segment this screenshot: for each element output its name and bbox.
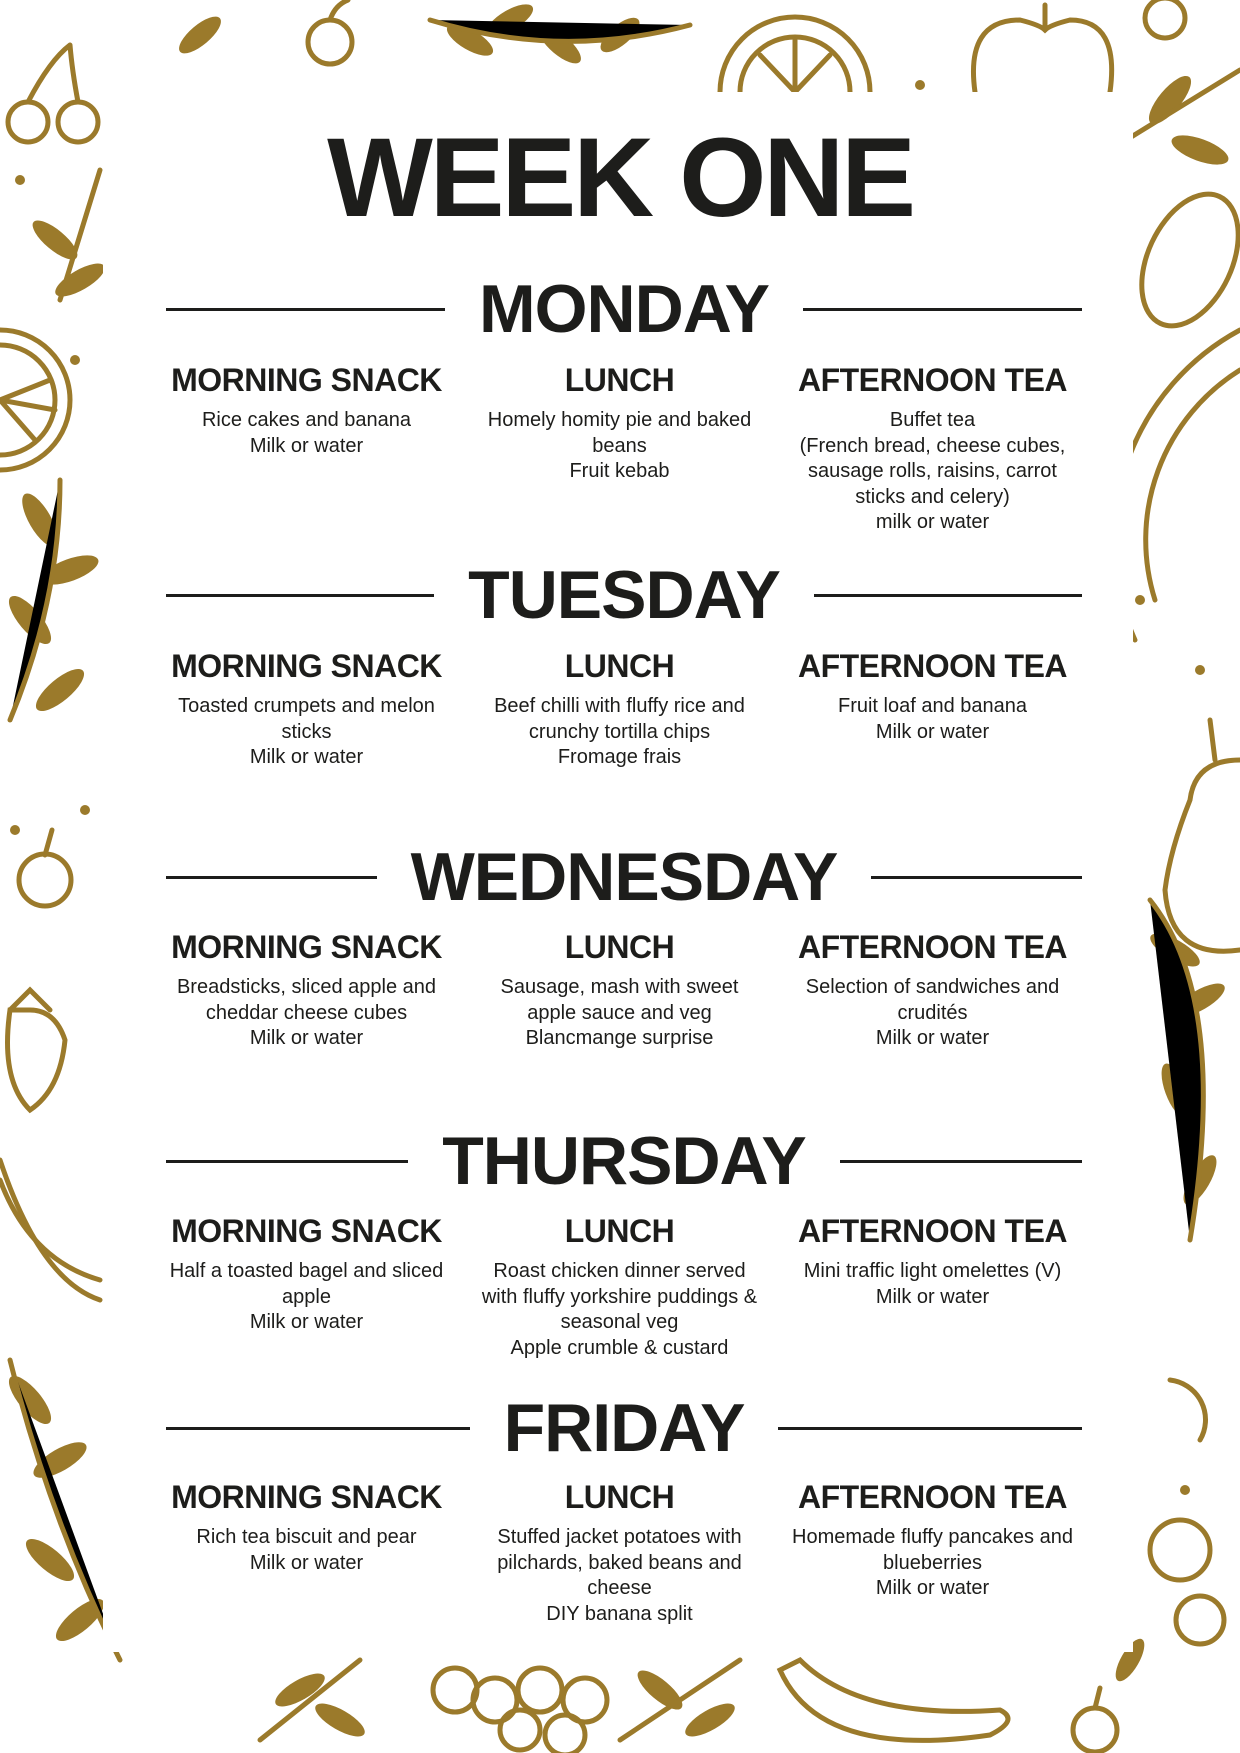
morning-snack-block xyxy=(150,360,463,536)
menu-item: sticks and celery) xyxy=(855,485,1010,508)
meal-heading: LUNCH xyxy=(564,1479,675,1515)
day-header-friday xyxy=(166,1390,1082,1466)
meal-heading: MORNING SNACK xyxy=(171,648,442,684)
menu-item: Sausage, mash with sweet xyxy=(500,976,739,998)
menu-item: Rice cakes and banana xyxy=(201,409,412,431)
menu-item: Breadsticks, sliced apple and xyxy=(176,976,437,998)
menu-item: Milk or water xyxy=(249,746,364,768)
afternoon-tea-block xyxy=(776,1211,1089,1361)
divider-line xyxy=(814,594,1082,597)
day-header-tuesday xyxy=(166,557,1082,633)
afternoon-tea-block xyxy=(776,646,1089,771)
menu-item: Rich tea biscuit and pear xyxy=(196,1526,417,1548)
morning-snack-block xyxy=(150,927,463,1052)
strawberry-icon xyxy=(8,990,66,1110)
pear-icon xyxy=(1165,720,1240,951)
afternoon-tea-block xyxy=(776,360,1089,536)
menu-item: Fromage frais xyxy=(557,746,682,768)
menu-item: pilchards, baked beans and xyxy=(497,1551,742,1574)
menu-item: sticks xyxy=(281,720,332,743)
lunch-block xyxy=(463,360,776,536)
divider-line xyxy=(166,1160,408,1163)
morning-snack-block xyxy=(150,1211,463,1361)
page-title: WEEK ONE xyxy=(327,115,913,240)
meal-heading: MORNING SNACK xyxy=(171,1479,442,1515)
divider-line xyxy=(166,876,377,879)
divider-line xyxy=(840,1160,1082,1163)
meal-heading: AFTERNOON TEA xyxy=(797,1479,1068,1515)
lunch-block xyxy=(463,1477,776,1627)
lunch-block xyxy=(463,927,776,1052)
day-header-thursday xyxy=(166,1123,1082,1199)
menu-item: blueberries xyxy=(883,1551,982,1574)
menu-item: Toasted crumpets and melon xyxy=(178,695,435,717)
apple-icon xyxy=(19,830,71,906)
apple-icon xyxy=(1073,1688,1117,1752)
morning-snack-block xyxy=(150,1477,463,1627)
meal-heading: AFTERNOON TEA xyxy=(797,929,1068,965)
menu-item: Fruit kebab xyxy=(569,460,670,482)
menu-item: beans xyxy=(592,434,647,457)
divider-line xyxy=(166,308,445,311)
menu-item: Homemade fluffy pancakes and xyxy=(792,1526,1073,1548)
meal-heading: LUNCH xyxy=(564,362,675,398)
meal-heading: MORNING SNACK xyxy=(171,1213,442,1249)
afternoon-tea-block xyxy=(776,1477,1089,1627)
menu-item: Blancmange surprise xyxy=(525,1027,714,1049)
meal-heading: LUNCH xyxy=(564,1213,675,1249)
menu-item: Roast chicken dinner served xyxy=(493,1260,746,1282)
menu-item: crunchy tortilla chips xyxy=(528,720,711,743)
morning-snack-block xyxy=(150,646,463,771)
menu-item: seasonal veg xyxy=(560,1311,679,1333)
menu-item: (French bread, cheese cubes, xyxy=(799,434,1066,457)
menu-item: Milk or water xyxy=(875,1027,990,1049)
lunch-block xyxy=(463,1211,776,1361)
menu-item: Milk or water xyxy=(249,1027,364,1049)
menu-item: milk or water xyxy=(875,511,990,533)
menu-item: cheddar cheese cubes xyxy=(205,1001,408,1024)
meals-row-friday xyxy=(150,1477,1090,1627)
menu-item: sausage rolls, raisins, carrot xyxy=(808,460,1057,482)
menu-item: Apple crumble & custard xyxy=(510,1336,729,1359)
grapes-icon xyxy=(433,1668,607,1753)
menu-item: Milk or water xyxy=(249,1551,364,1574)
day-title: TUESDAY xyxy=(468,557,780,633)
day-header-wednesday xyxy=(166,839,1082,915)
menu-item: DIY banana split xyxy=(546,1602,693,1625)
meal-heading: MORNING SNACK xyxy=(171,362,442,398)
menu-item: Mini traffic light omelettes (V) xyxy=(803,1260,1062,1282)
orange-slice-icon xyxy=(720,17,870,92)
menu-item: Selection of sandwiches and xyxy=(805,976,1060,998)
divider-line xyxy=(803,308,1082,311)
meal-heading: AFTERNOON TEA xyxy=(797,648,1068,684)
meals-row-thursday xyxy=(150,1211,1090,1361)
meal-heading: AFTERNOON TEA xyxy=(797,1213,1068,1249)
menu-item: Milk or water xyxy=(875,720,990,743)
banana-icon xyxy=(780,1660,1008,1740)
menu-item: with fluffy yorkshire puddings & xyxy=(481,1285,758,1308)
menu-item: Half a toasted bagel and sliced xyxy=(169,1260,444,1282)
day-header-monday xyxy=(166,271,1082,347)
menu-item: Milk or water xyxy=(249,434,364,457)
menu-item: Milk or water xyxy=(875,1577,990,1599)
afternoon-tea-block xyxy=(776,927,1089,1052)
orange-slice-icon xyxy=(0,330,70,470)
watermelon-icon xyxy=(0,1160,100,1300)
day-title: THURSDAY xyxy=(442,1123,806,1199)
meals-row-wednesday xyxy=(150,927,1090,1052)
menu-item: apple xyxy=(282,1285,331,1308)
meal-heading: LUNCH xyxy=(564,648,675,684)
menu-item: cheese xyxy=(587,1577,652,1599)
menu-item: Milk or water xyxy=(249,1311,364,1333)
menu-item: apple sauce and veg xyxy=(527,1001,712,1024)
meal-heading: LUNCH xyxy=(564,929,675,965)
menu-item: Buffet tea xyxy=(889,409,976,431)
meals-row-monday xyxy=(150,360,1090,536)
meal-heading: MORNING SNACK xyxy=(171,929,442,965)
menu-item: Fruit loaf and banana xyxy=(837,695,1028,717)
day-title: MONDAY xyxy=(479,271,769,347)
menu-item: Stuffed jacket potatoes with xyxy=(497,1526,742,1548)
lunch-block xyxy=(463,646,776,771)
day-title: FRIDAY xyxy=(503,1390,745,1466)
menu-item: Homely homity pie and baked xyxy=(487,409,752,431)
divider-line xyxy=(166,594,434,597)
meal-heading: AFTERNOON TEA xyxy=(797,362,1068,398)
menu-item: Milk or water xyxy=(875,1285,990,1308)
divider-line xyxy=(778,1427,1082,1430)
apple-icon xyxy=(973,0,1185,92)
menu-item: crudités xyxy=(897,1001,968,1024)
meals-row-tuesday xyxy=(150,646,1090,771)
day-title: WEDNESDAY xyxy=(410,839,838,915)
orange-slice-icon xyxy=(1150,1380,1224,1644)
divider-line xyxy=(871,876,1082,879)
menu-item: Beef chilli with fluffy rice and xyxy=(494,695,745,717)
divider-line xyxy=(166,1427,470,1430)
